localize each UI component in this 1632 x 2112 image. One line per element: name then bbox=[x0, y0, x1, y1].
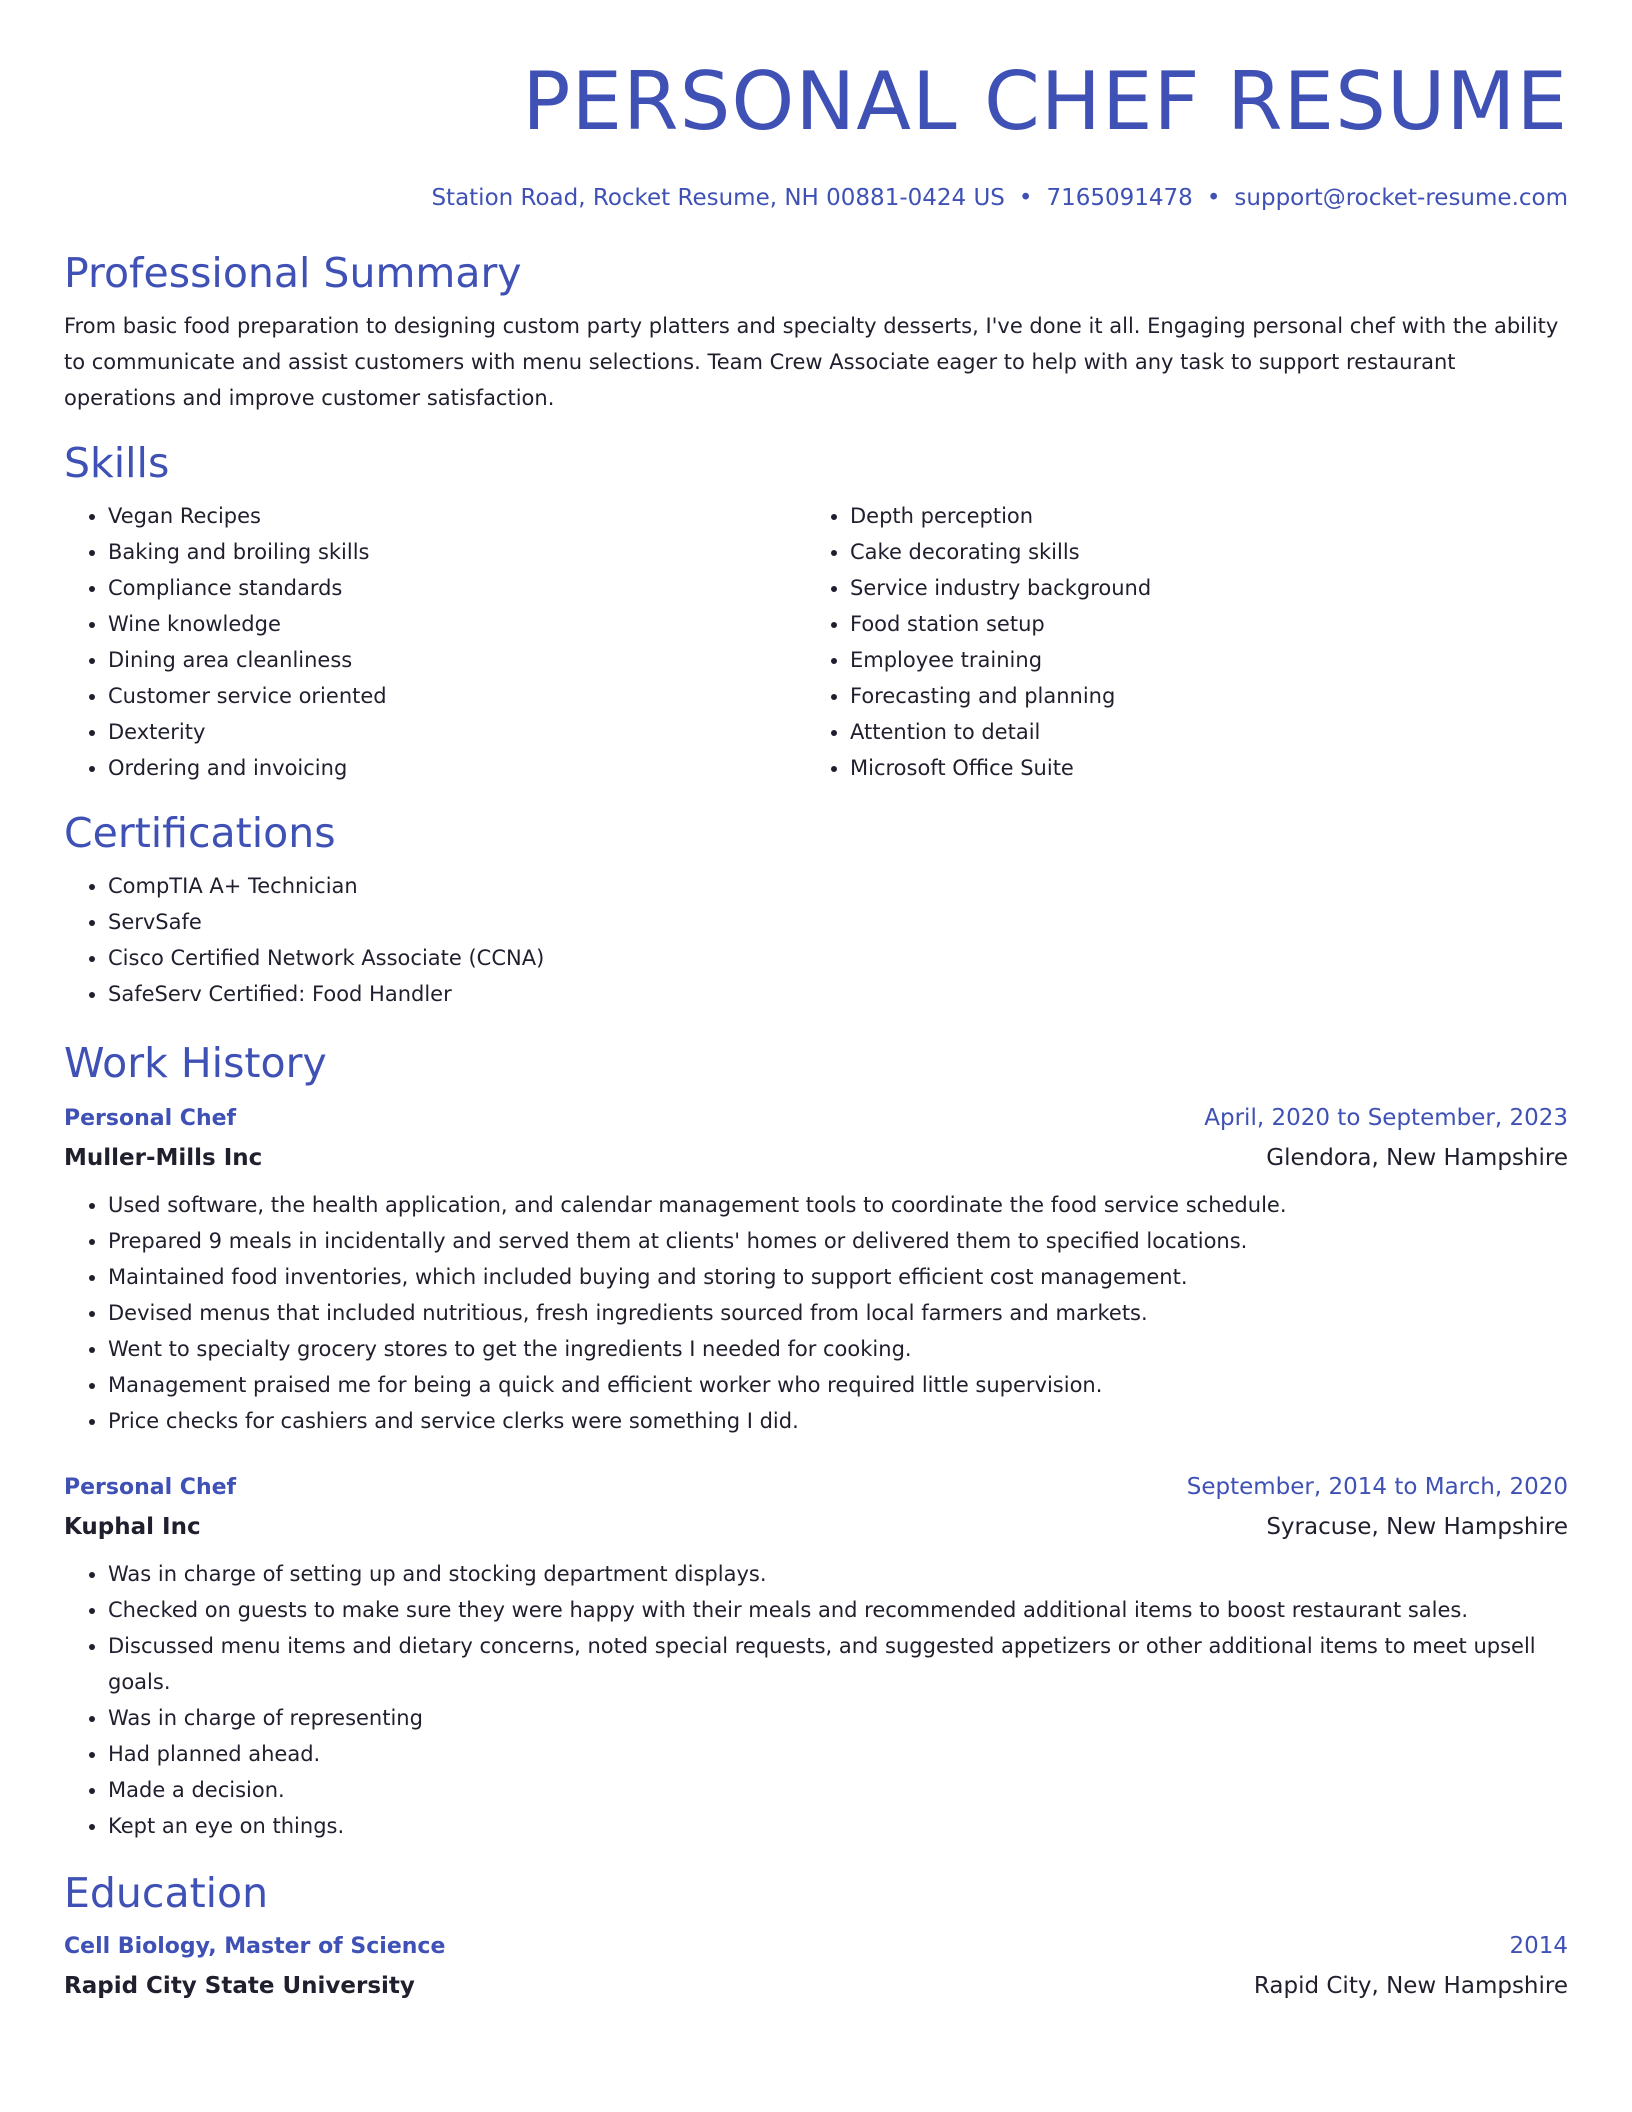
contact-address: Station Road, Rocket Resume, NH 00881-0424 US bbox=[431, 185, 1005, 211]
certifications-heading: Certifications bbox=[64, 809, 336, 857]
certifications-section bbox=[64, 808, 1568, 1012]
job-duty-item: • Kept an eye on things. bbox=[108, 1808, 1568, 1844]
job-duty-item: • Made a decision. bbox=[108, 1772, 1568, 1808]
job-company: Kuphal Inc bbox=[64, 1514, 201, 1540]
education-school-row bbox=[64, 1967, 1568, 2005]
skill-item: • Customer service oriented bbox=[108, 678, 806, 714]
job-company-row bbox=[64, 1508, 1568, 1546]
skills-columns bbox=[64, 498, 1568, 786]
job-duty-item: • Used software, the health application, and calendar management tools to coordinate the food service schedule. bbox=[108, 1187, 1568, 1223]
skill-item: • Dexterity bbox=[108, 714, 806, 750]
skill-item: • Vegan Recipes bbox=[108, 498, 806, 534]
job-duty-item: • Discussed menu items and dietary concerns, noted special requests, and suggested appetizers or other additional items to meet upsell goals. bbox=[108, 1628, 1568, 1700]
contact-phone[interactable]: 7165091478 bbox=[1046, 185, 1193, 211]
page-title: PERSONAL CHEF RESUME bbox=[522, 55, 1568, 148]
education-degree: Cell Biology, Master of Science bbox=[64, 1934, 446, 1959]
job-location: Syracuse, New Hampshire bbox=[1266, 1514, 1568, 1540]
resume-header bbox=[64, 0, 1568, 214]
job-duty-item: • Was in charge of representing bbox=[108, 1700, 1568, 1736]
education-degree-row bbox=[64, 1926, 1568, 1967]
contact-separator: • bbox=[1206, 185, 1221, 211]
job-duty-item: • Went to specialty grocery stores to get the ingredients I needed for cooking. bbox=[108, 1331, 1568, 1367]
job-duty-item: • Checked on guests to make sure they were happy with their meals and recommended additional items to boost restaurant sales. bbox=[108, 1592, 1568, 1628]
education-year: 2014 bbox=[1509, 1933, 1568, 1959]
contact-separator: • bbox=[1018, 185, 1033, 211]
job-duty-item: • Maintained food inventories, which included buying and storing to support efficient cost management. bbox=[108, 1259, 1568, 1295]
work-history-heading: Work History bbox=[64, 1039, 327, 1087]
work-history-section bbox=[64, 1038, 1568, 1844]
job-duty-item: • Had planned ahead. bbox=[108, 1736, 1568, 1772]
skills-list-left bbox=[64, 498, 806, 786]
summary-heading: Professional Summary bbox=[64, 249, 522, 297]
skill-item: • Employee training bbox=[850, 642, 1548, 678]
job-entry bbox=[64, 1098, 1568, 1439]
job-entry bbox=[64, 1467, 1568, 1844]
job-duties-list bbox=[64, 1187, 1568, 1439]
skill-item: • Wine knowledge bbox=[108, 606, 806, 642]
skill-item: • Food station setup bbox=[850, 606, 1548, 642]
job-duties-list bbox=[64, 1556, 1568, 1844]
education-school: Rapid City State University bbox=[64, 1973, 415, 1999]
certification-item: • Cisco Certified Network Associate (CCNA) bbox=[108, 940, 1568, 976]
summary-text: From basic food preparation to designing custom party platters and specialty desserts, I've done it all. Engaging personal chef with the ability to communicate and assist customers with menu selections. Team Crew Associate eager to help with any task to support restaurant operations and improve customer satisfaction. bbox=[64, 314, 1559, 410]
skill-item: • Microsoft Office Suite bbox=[850, 750, 1548, 786]
certification-item: • ServSafe bbox=[108, 904, 1568, 940]
job-company-row bbox=[64, 1139, 1568, 1177]
skills-heading: Skills bbox=[64, 439, 170, 487]
summary-section bbox=[64, 248, 1568, 416]
job-duty-item: • Price checks for cashiers and service clerks were something I did. bbox=[108, 1403, 1568, 1439]
job-dates: September, 2014 to March, 2020 bbox=[1186, 1474, 1568, 1500]
skills-column-right bbox=[806, 498, 1548, 786]
contact-line bbox=[64, 182, 1568, 214]
skill-item: • Ordering and invoicing bbox=[108, 750, 806, 786]
job-dates: April, 2020 to September, 2023 bbox=[1204, 1105, 1568, 1131]
job-header-row bbox=[64, 1098, 1568, 1139]
job-header-row bbox=[64, 1467, 1568, 1508]
education-location: Rapid City, New Hampshire bbox=[1253, 1973, 1568, 1999]
education-heading: Education bbox=[64, 1869, 269, 1917]
skill-item: • Cake decorating skills bbox=[850, 534, 1548, 570]
job-duty-item: • Management praised me for being a quick and efficient worker who required little supervision. bbox=[108, 1367, 1568, 1403]
job-duty-item: • Was in charge of setting up and stocking department displays. bbox=[108, 1556, 1568, 1592]
job-title: Personal Chef bbox=[64, 1106, 237, 1131]
certification-item: • CompTIA A+ Technician bbox=[108, 868, 1568, 904]
job-title: Personal Chef bbox=[64, 1475, 237, 1500]
job-location: Glendora, New Hampshire bbox=[1266, 1145, 1568, 1171]
skill-item: • Forecasting and planning bbox=[850, 678, 1548, 714]
skill-item: • Dining area cleanliness bbox=[108, 642, 806, 678]
skill-item: • Service industry background bbox=[850, 570, 1548, 606]
certifications-list bbox=[64, 868, 1568, 1012]
skill-item: • Compliance standards bbox=[108, 570, 806, 606]
job-duty-item: • Prepared 9 meals in incidentally and served them at clients' homes or delivered them to specified locations. bbox=[108, 1223, 1568, 1259]
education-section bbox=[64, 1868, 1568, 2005]
job-duty-item: • Devised menus that included nutritious, fresh ingredients sourced from local farmers and markets. bbox=[108, 1295, 1568, 1331]
skill-item: • Baking and broiling skills bbox=[108, 534, 806, 570]
skill-item: • Depth perception bbox=[850, 498, 1548, 534]
skill-item: • Attention to detail bbox=[850, 714, 1548, 750]
skills-list-right bbox=[806, 498, 1548, 786]
job-company: Muller-Mills Inc bbox=[64, 1145, 263, 1171]
skills-column-left bbox=[64, 498, 806, 786]
contact-email[interactable]: support@rocket-resume.com bbox=[1234, 185, 1568, 211]
skills-section bbox=[64, 438, 1568, 786]
certification-item: • SafeServ Certified: Food Handler bbox=[108, 976, 1568, 1012]
